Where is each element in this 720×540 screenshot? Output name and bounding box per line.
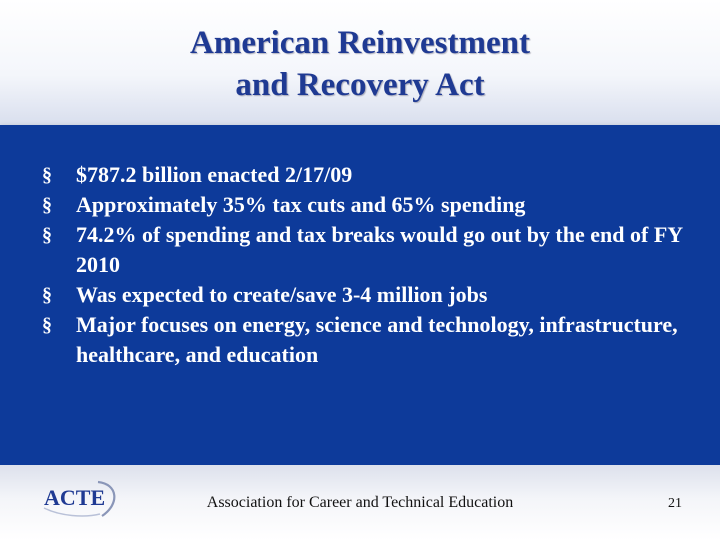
slide-title: [0, 22, 720, 106]
bullet-text: 74.2% of spending and tax breaks would go out by the end of FY 2010: [76, 222, 683, 277]
title-line-1: American Reinvestment: [190, 25, 530, 61]
bullet-marker: §: [42, 224, 52, 246]
bullet-item: [42, 220, 702, 280]
bullet-item: [42, 190, 702, 220]
page-number: 21: [668, 496, 682, 511]
bullet-marker: §: [42, 164, 52, 186]
bullet-text: $787.2 billion enacted 2/17/09: [76, 162, 353, 187]
bullet-text: Was expected to create/save 3-4 million jobs: [76, 282, 488, 307]
bullet-text: Approximately 35% tax cuts and 65% spending: [76, 192, 526, 217]
logo-text: ACTE: [44, 485, 106, 510]
bullet-list: [42, 160, 702, 370]
title-line-2: and Recovery Act: [235, 67, 485, 103]
bullet-item: [42, 310, 702, 370]
bullet-marker: §: [42, 284, 52, 306]
bullet-marker: §: [42, 314, 52, 336]
bullet-text: Major focuses on energy, science and technology, infrastructure, healthcare, and education: [76, 312, 678, 367]
bullet-marker: §: [42, 194, 52, 216]
organization-name: Association for Career and Technical Education: [206, 494, 514, 511]
bullet-item: [42, 160, 702, 190]
bullet-item: [42, 280, 702, 310]
slide-header: [0, 0, 720, 125]
